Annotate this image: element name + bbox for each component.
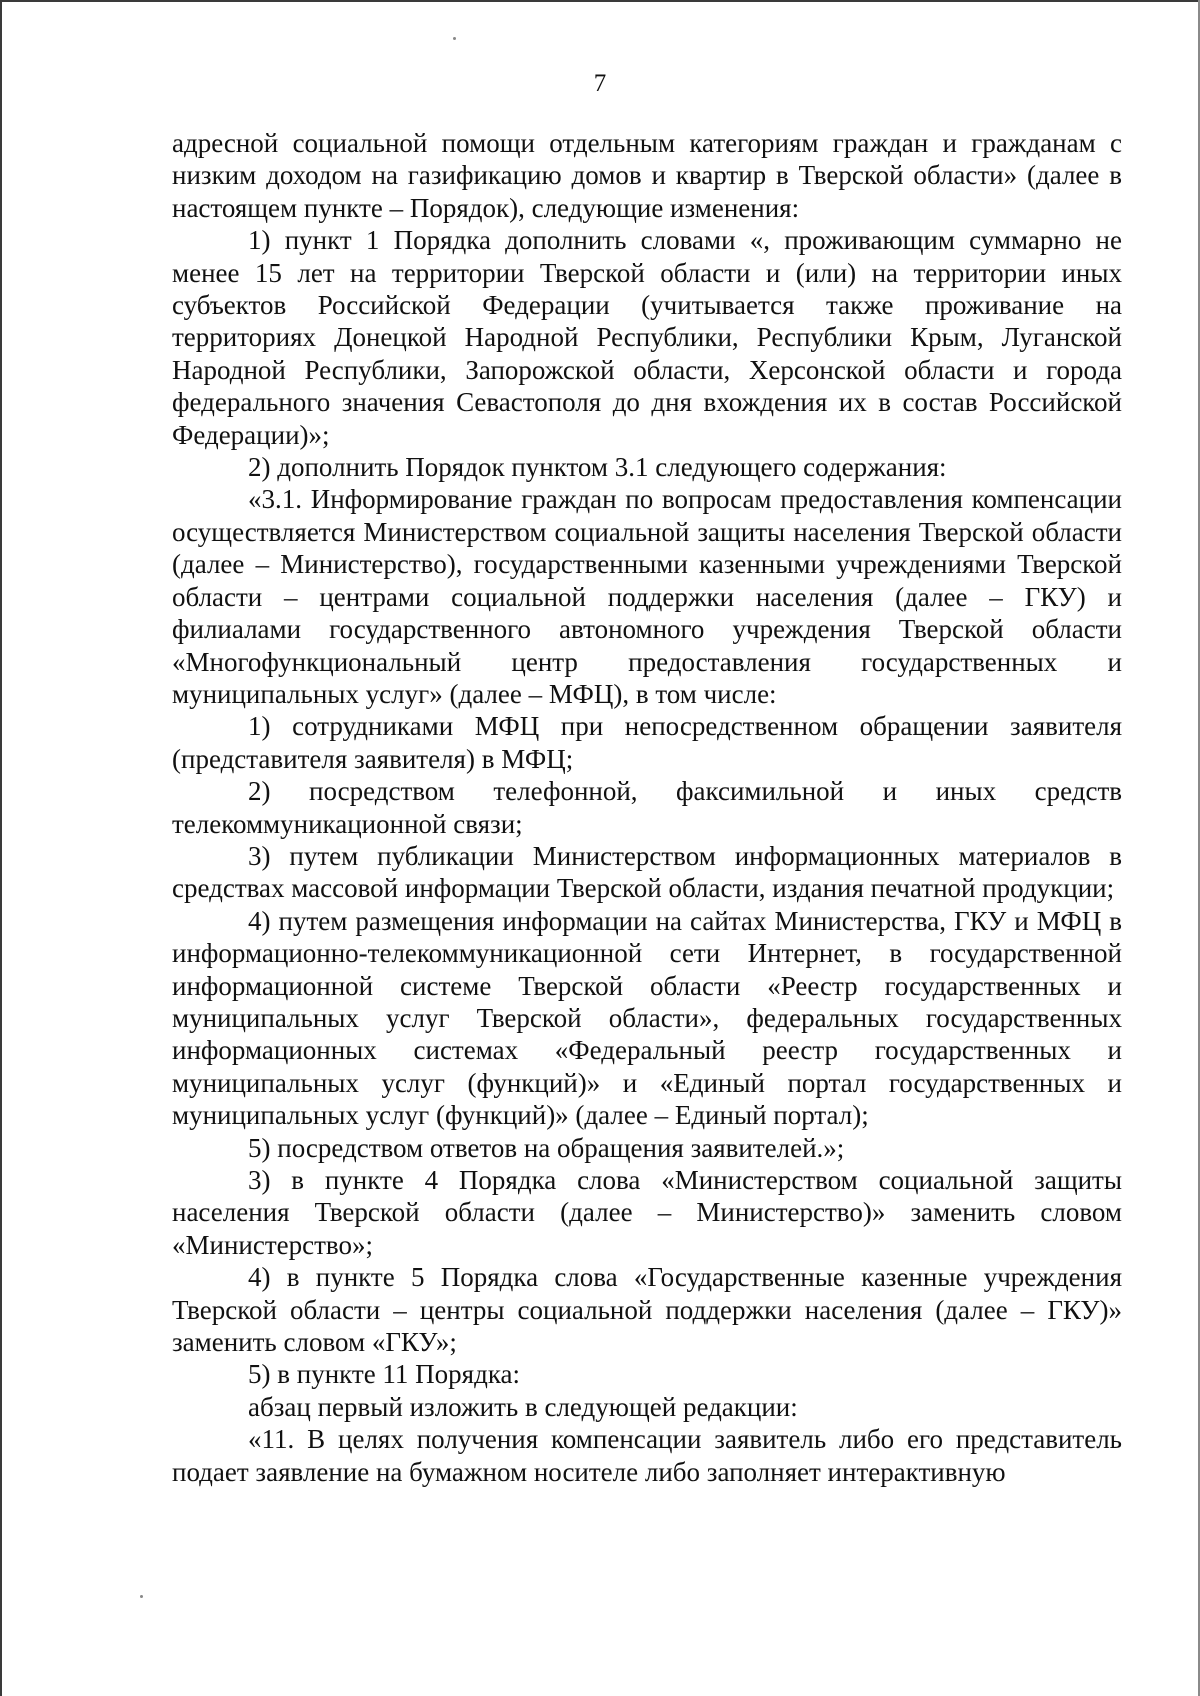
paragraph: «11. В целях получения компенсации заявитель либо его представитель подает заявление на бумажном носителе либо заполняет интерактивную bbox=[172, 1424, 1122, 1487]
paragraph: 1) сотрудниками МФЦ при непосредственном обращении заявителя (представителя заявителя) в МФЦ; bbox=[172, 711, 1122, 774]
paragraph: 4) в пункте 5 Порядка слова «Государственные казенные учреждения Тверской области – центры социальной поддержки населения (далее – ГКУ)» заменить словом «ГКУ»; bbox=[172, 1262, 1122, 1358]
scan-edge-left bbox=[0, 0, 2, 1696]
paragraph: адресной социальной помощи отдельным категориям граждан и гражданам с низким доходом на газификацию домов и квартир в Тверской области» (далее в настоящем пункте – Порядок), следующие изменения: bbox=[172, 128, 1122, 223]
paragraph: 3) путем публикации Министерством информационных материалов в средствах массовой информации Тверской области, издания печатной продукции; bbox=[172, 840, 1122, 904]
paragraph: «3.1. Информирование граждан по вопросам предоставления компенсации осуществляется Министерством социальной защиты населения Тверской области (далее – Министерство), государственными казенными учреждениями Тверской области – центрами социальной поддержки населения (далее – ГКУ) и филиалами государственного автономного учреждения Тверской области «Многофункциональный центр предоставления государственных и муниципальных услуг» (далее – МФЦ), в том числе: bbox=[172, 484, 1122, 709]
scan-speck bbox=[140, 1595, 143, 1598]
paragraph: 4) путем размещения информации на сайтах Министерства, ГКУ и МФЦ в информационно-телекоммуникационной сети Интернет, в государственной информационной системе Тверской области «Реестр государственных и муниципальных услуг Тверской области», федеральных государственных информационных системах «Федеральный реестр государственных и муниципальных услуг (функций)» и «Единый портал государственных и муниципальных услуг (функций)» (далее – Единый портал); bbox=[172, 905, 1122, 1131]
paragraph: 3) в пункте 4 Порядка слова «Министерством социальной защиты населения Тверской области (далее – Министерство)» заменить словом «Министерство»; bbox=[172, 1165, 1122, 1260]
scan-edge-top bbox=[0, 0, 1200, 2]
paragraph: 1) пункт 1 Порядка дополнить словами «, проживающим суммарно не менее 15 лет на территории Тверской области и (или) на территории иных субъектов Российской Федерации (учитывается также проживание на территориях Донецкой Народной Республики, Республики Крым, Луганской Народной Республики, Запорожской области, Херсонской области и города федерального значения Севастополя до дня вхождения их в состав Российской Федерации)»; bbox=[172, 225, 1122, 450]
document-body bbox=[172, 127, 1122, 1488]
scan-speck bbox=[453, 37, 456, 40]
paragraph: 5) посредством ответов на обращения заявителей.»; bbox=[248, 1132, 845, 1163]
paragraph: 2) посредством телефонной, факсимильной и иных средств телекоммуникационной связи; bbox=[172, 776, 1122, 839]
paragraph: 5) в пункте 11 Порядка: bbox=[248, 1359, 521, 1390]
paragraph: 2) дополнить Порядок пунктом 3.1 следующего содержания: bbox=[248, 452, 947, 483]
page-number: 7 bbox=[593, 70, 607, 97]
paragraph: абзац первый изложить в следующей редакции: bbox=[248, 1391, 798, 1422]
